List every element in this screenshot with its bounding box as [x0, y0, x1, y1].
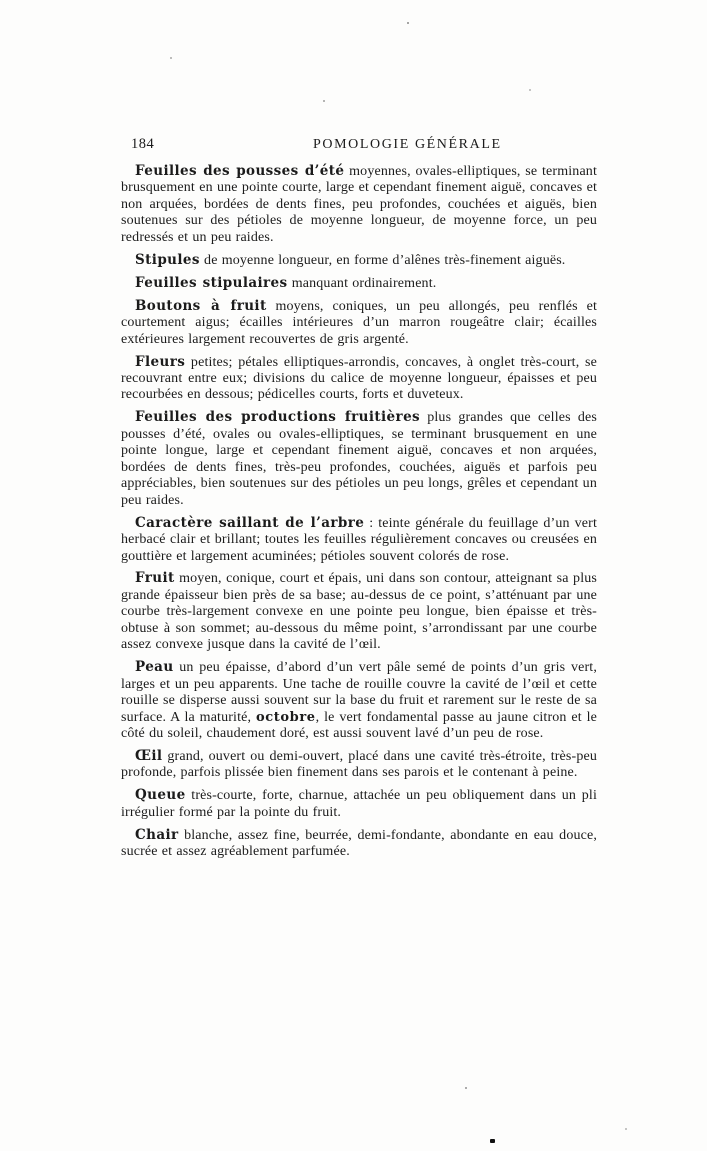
paragraph: Fleurs petites; pétales elliptiques-arrondis, concaves, à onglet très-court, se recouvrant entre eux; divisions du calice de moyenne longueur, épaisses et peu recourbées en dessous; pédicelles courts, forts et duveteux.	[121, 353, 597, 403]
paragraph: Boutons à fruit moyens, coniques, un peu allongés, peu renflés et courtement aigus; écailles intérieures d’un marron rougeâtre clair; écailles extérieures largement recouvertes de gris argenté.	[121, 297, 597, 347]
paragraph: Fruit moyen, conique, court et épais, uni dans son contour, atteignant sa plus grande épaisseur bien près de sa base; au-dessus de ce point, s’atténuant par une courbe très-largement convexe en une pointe peu longue, bien épaisse et très-obtuse à son sommet; au-dessous du même point, s’arrondissant par une courbe assez convexe jusque dans la cavité de l’œil.	[121, 570, 597, 653]
paragraph-lead: Chair	[135, 826, 179, 843]
paragraph-lead: Feuilles des pousses d’été	[135, 163, 345, 179]
scan-speck	[323, 100, 325, 102]
paragraph: Queue très-courte, forte, charnue, attachée un peu obliquement dans un pli irrégulier formé par la pointe du fruit.	[121, 787, 597, 820]
paragraph-lead: Stipules	[135, 251, 200, 268]
paragraph-lead: Peau	[135, 659, 174, 676]
paragraph-lead: Feuilles des productions fruitières	[135, 409, 421, 426]
paragraph: Feuilles stipulaires manquant ordinairement.	[135, 274, 437, 291]
running-head	[0, 134, 707, 156]
bold-term: octobre	[255, 709, 316, 725]
paragraph-lead: Queue	[135, 787, 186, 804]
paragraph-lead: Œil	[135, 748, 163, 764]
running-head-title: POMOLOGIE GÉNÉRALE	[313, 137, 502, 152]
scan-speck	[529, 89, 531, 91]
paragraph-lead: Feuilles stipulaires	[135, 274, 288, 291]
paragraph-lead: Boutons à fruit	[135, 297, 267, 314]
scan-speck	[407, 22, 409, 24]
paragraph-lead: Fruit	[135, 570, 175, 587]
paragraph: Feuilles des pousses d’été moyennes, ovales-elliptiques, se terminant brusquement en une pointe courte, large et cependant finement aiguë, concaves et non arquées, bordées de dents fines, peu profondes, couchées et aiguës, bien soutenues sur des pétioles de moyenne longueur, de moyenne force, un peu redressés et un peu raides.	[121, 163, 597, 245]
page-number: 184	[131, 136, 155, 152]
paragraph: Peau un peu épaisse, d’abord d’un vert pâle semé de points d’un gris vert, larges et un peu apparents. Une tache de rouille couvre la cavité de l’œil et cette rouille se disperse aussi souvent sur la base du fruit et rarement sur le reste de sa surface. A la maturité, octobre, le vert fondamental passe au jaune citron et le côté du soleil, chaudement doré, est aussi souvent lavé d’un peu de rose.	[121, 659, 597, 742]
scan-speck	[465, 1087, 467, 1089]
scan-speck	[170, 57, 172, 59]
paragraph-lead: Caractère saillant de l’arbre	[135, 514, 365, 531]
article-body	[121, 163, 597, 866]
paragraph-lead: Fleurs	[135, 353, 186, 370]
paragraph: Caractère saillant de l’arbre : teinte générale du feuillage d’un vert herbacé clair et brillant; toutes les feuilles régulièrement concaves ou creusées en gouttière et largement acuminées; pétioles souvent colorés de rose.	[121, 514, 597, 564]
paragraph: Feuilles des productions fruitières plus grandes que celles des pousses d’été, ovales ou ovales-elliptiques, se terminant brusquement en une pointe longue, large et cependant finement aiguë, concaves et non arquées, bordées de dents fines, très-peu profondes, couchées, aiguës et parfois peu appréciables, bien soutenues sur des pétioles un peu longs, grêles et cependant un peu raides.	[121, 409, 597, 508]
paragraph: Œil grand, ouvert ou demi-ouvert, placé dans une cavité très-étroite, très-peu profonde, parfois plissée bien finement dans ses parois et le contenant à peine.	[121, 748, 597, 781]
paragraph: Stipules de moyenne longueur, en forme d’alênes très-finement aiguës.	[135, 251, 566, 268]
scan-speck	[625, 1128, 627, 1130]
scan-speck	[490, 1139, 495, 1143]
paragraph: Chair blanche, assez fine, beurrée, demi-fondante, abondante en eau douce, sucrée et assez agréablement parfumée.	[121, 826, 597, 860]
